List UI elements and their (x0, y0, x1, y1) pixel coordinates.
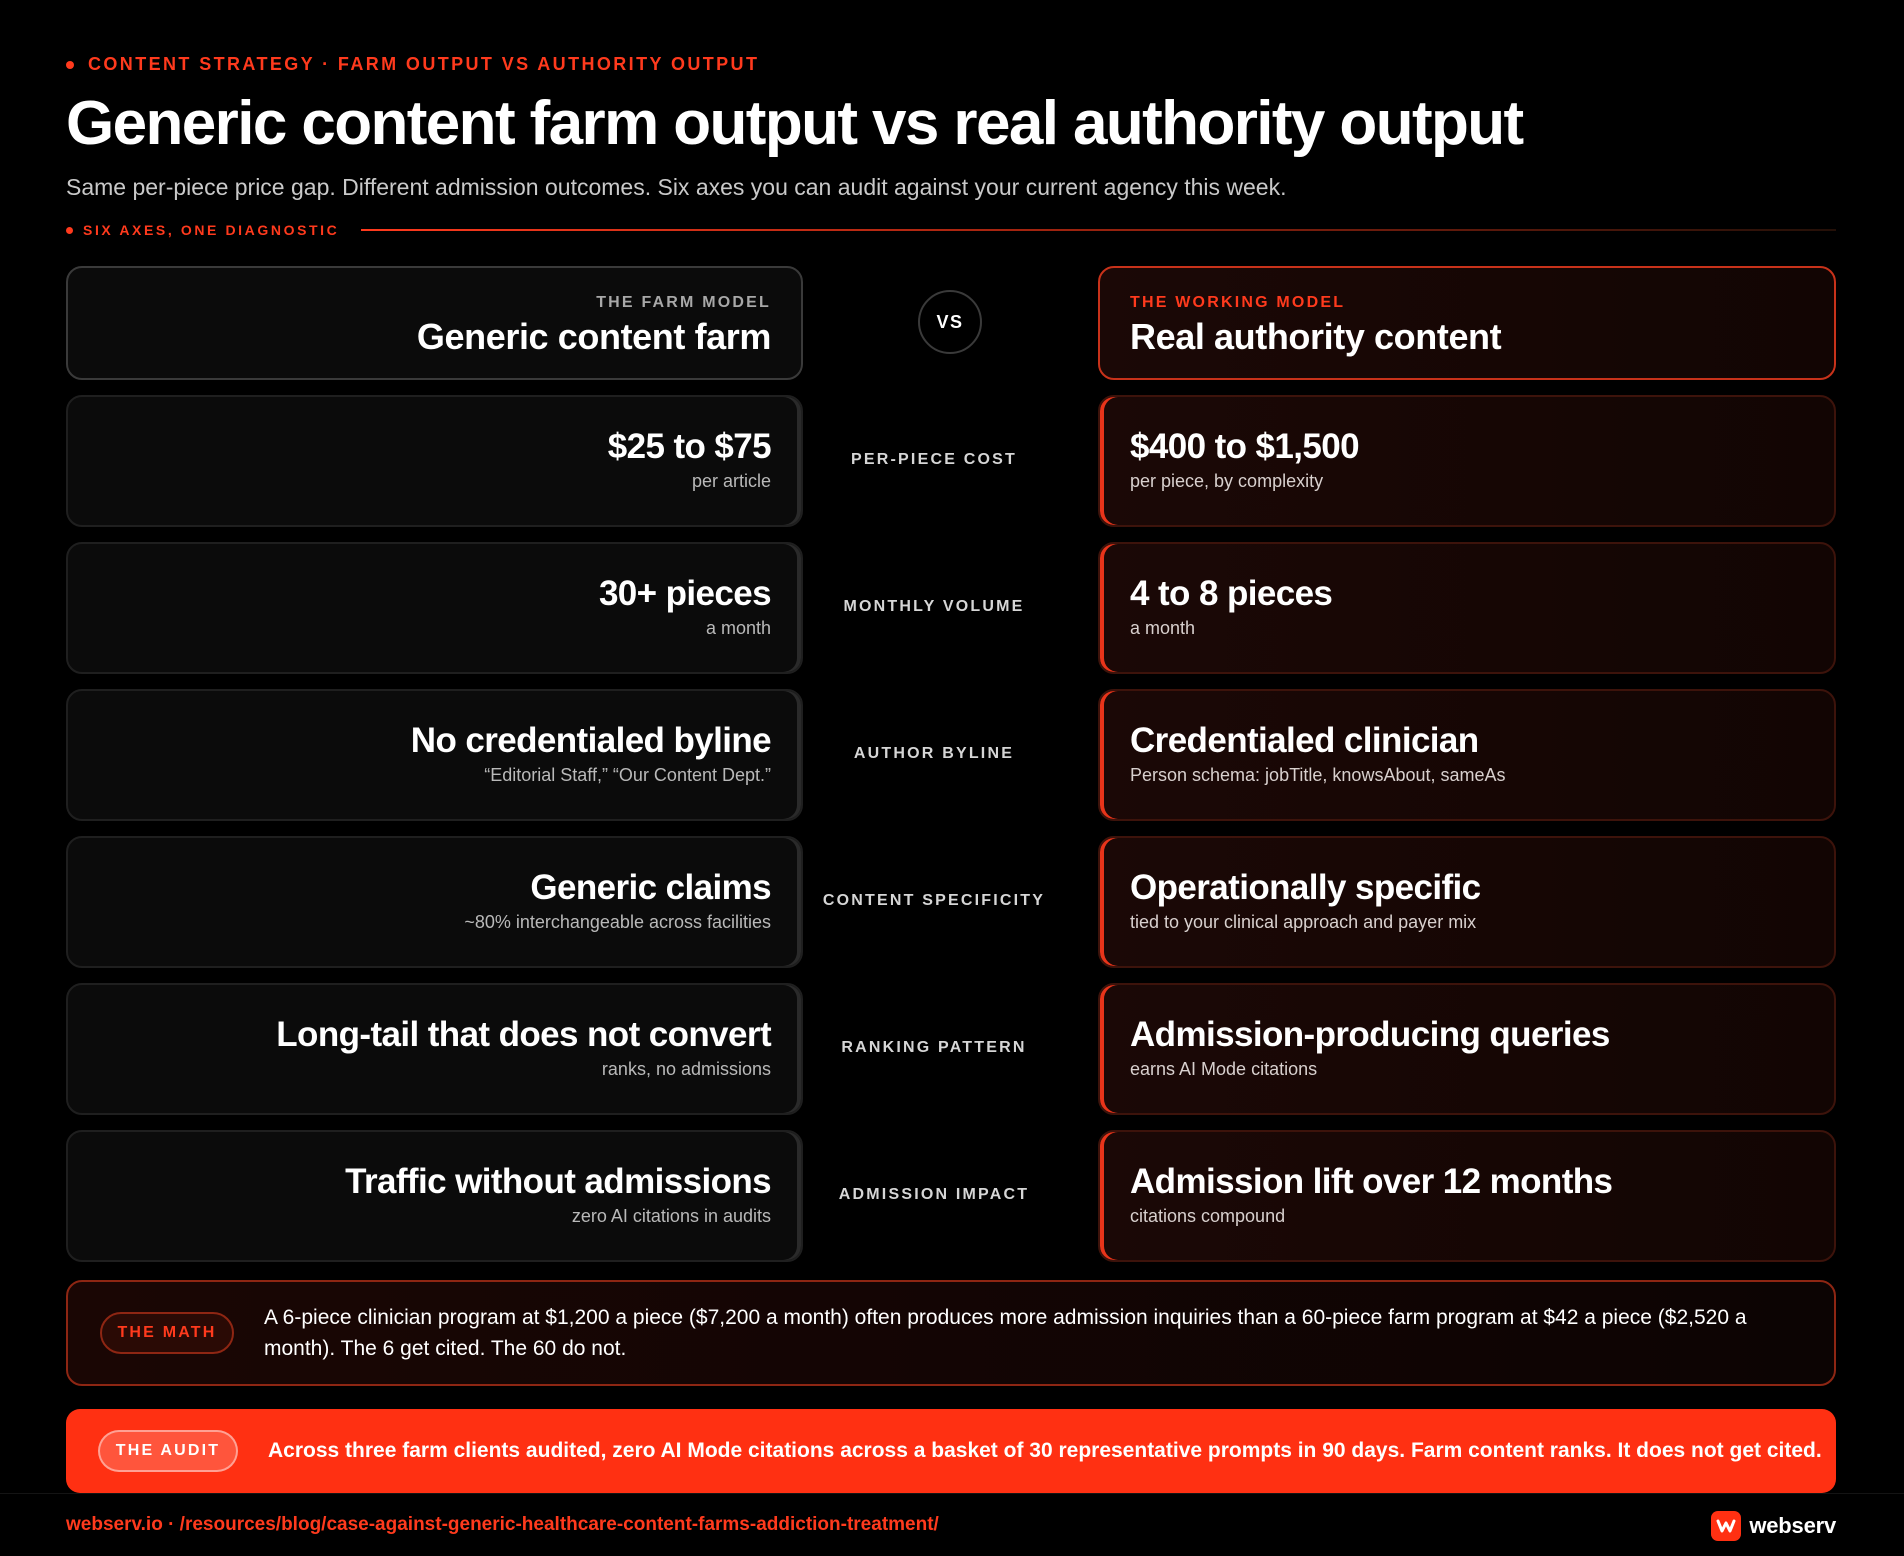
brand-logo[interactable] (1711, 1511, 1836, 1541)
farm-value: Traffic without admissions (345, 1162, 771, 1201)
authority-row-specificity (1098, 836, 1836, 968)
farm-note: ~80% interchangeable across facilities (464, 912, 771, 932)
authority-column-header (1098, 266, 1836, 380)
brand-name: webserv (1749, 1513, 1836, 1538)
authority-kicker: THE WORKING MODEL (1130, 294, 1346, 311)
footer-divider (0, 1493, 1904, 1494)
farm-note: “Editorial Staff,” “Our Content Dept.” (484, 765, 771, 785)
math-badge: THE MATH (100, 1312, 234, 1354)
audit-callout (66, 1409, 1836, 1493)
farm-title: Generic content farm (416, 316, 771, 357)
farm-note: zero AI citations in audits (571, 1206, 771, 1226)
farm-row-volume (66, 542, 803, 674)
authority-note: earns AI Mode citations (1130, 1059, 1318, 1079)
axis-label: RANKING PATTERN (841, 1039, 1027, 1056)
farm-value: Long-tail that does not convert (276, 1015, 771, 1054)
math-text: A 6-piece clinician program at $1,200 a piece ($7,200 a month) often produces more admission inquiries than a 60-piece farm program at $42 a piece ($2,520 a month). The 6 get cited. The 60 do not. (264, 1306, 1747, 1360)
authority-row-cost (1098, 395, 1836, 527)
eyebrow-text: CONTENT STRATEGY · FARM OUTPUT VS AUTHORITY OUTPUT (88, 54, 760, 74)
audit-badge: THE AUDIT (98, 1430, 238, 1472)
vs-badge: VS (918, 290, 982, 354)
farm-row-byline (66, 689, 803, 821)
page-title: Generic content farm output vs real authority output (66, 89, 1523, 158)
farm-column-header (66, 266, 803, 380)
authority-row-byline (1098, 689, 1836, 821)
axis-label: ADMISSION IMPACT (838, 1186, 1030, 1203)
farm-value: $25 to $75 (607, 427, 771, 466)
authority-note: tied to your clinical approach and payer mix (1130, 912, 1477, 932)
page-subtitle: Same per-piece price gap. Different admission outcomes. Six axes you can audit against your current agency this week. (66, 174, 1287, 200)
farm-row-ranking (66, 983, 803, 1115)
farm-note: per article (691, 471, 771, 491)
section-label (66, 222, 339, 238)
authority-note: citations compound (1130, 1206, 1286, 1226)
farm-row-cost (66, 395, 803, 527)
authority-value: Admission-producing queries (1130, 1015, 1610, 1054)
audit-text: Across three farm clients audited, zero AI Mode citations across a basket of 30 representative prompts in 90 days. Farm content ranks. It does not get cited. (268, 1439, 1822, 1462)
authority-row-ranking (1098, 983, 1836, 1115)
eyebrow (66, 54, 759, 75)
webserv-logo-icon (1711, 1511, 1741, 1541)
authority-note: per piece, by complexity (1130, 471, 1324, 491)
webserv-logo-glyph (1716, 1518, 1736, 1534)
authority-value: 4 to 8 pieces (1130, 574, 1333, 613)
authority-row-volume (1098, 542, 1836, 674)
farm-value: No credentialed byline (410, 721, 771, 760)
section-rule-line (361, 229, 1836, 231)
section-dot-icon (66, 227, 73, 234)
eyebrow-dot-icon (66, 61, 74, 69)
authority-value: Operationally specific (1130, 868, 1481, 907)
authority-title: Real authority content (1130, 316, 1502, 357)
axis-label: MONTHLY VOLUME (843, 598, 1025, 615)
farm-value: 30+ pieces (598, 574, 771, 613)
farm-note: a month (705, 618, 771, 638)
footer-url-link[interactable]: webserv.io · /resources/blog/case-against-generic-healthcare-content-farms-addiction-treatment/ (66, 1514, 939, 1535)
axis-label: AUTHOR BYLINE (853, 745, 1015, 762)
authority-value: Admission lift over 12 months (1130, 1162, 1613, 1201)
authority-value: $400 to $1,500 (1130, 427, 1359, 466)
authority-note: a month (1130, 618, 1196, 638)
math-callout (66, 1280, 1836, 1386)
axis-label: CONTENT SPECIFICITY (822, 892, 1046, 909)
section-label-text: SIX AXES, ONE DIAGNOSTIC (83, 222, 340, 238)
farm-row-impact (66, 1130, 803, 1262)
farm-note: ranks, no admissions (601, 1059, 771, 1079)
axis-label: PER-PIECE COST (851, 451, 1017, 468)
farm-value: Generic claims (530, 868, 771, 907)
farm-kicker: THE FARM MODEL (596, 294, 771, 311)
authority-value: Credentialed clinician (1130, 721, 1479, 760)
authority-note: Person schema: jobTitle, knowsAbout, sameAs (1130, 765, 1506, 785)
authority-row-impact (1098, 1130, 1836, 1262)
section-divider (66, 222, 1836, 238)
farm-row-specificity (66, 836, 803, 968)
